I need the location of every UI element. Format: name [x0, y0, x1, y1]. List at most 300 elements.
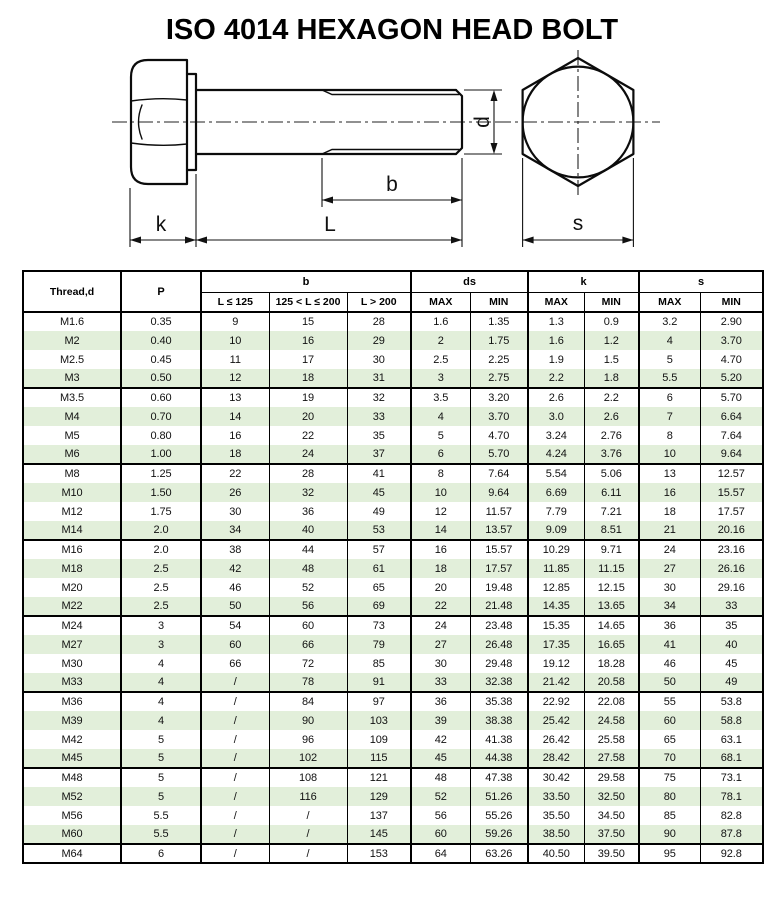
value-cell: 7.21: [584, 502, 639, 521]
col-sub-ds-min: MIN: [470, 292, 528, 312]
value-cell: 14.35: [528, 597, 584, 616]
value-cell: 2.2: [584, 388, 639, 407]
value-cell: 18: [411, 559, 470, 578]
table-row: [23, 597, 763, 616]
value-cell: 11.85: [528, 559, 584, 578]
value-cell: /: [269, 844, 347, 863]
value-cell: 78: [269, 673, 347, 692]
value-cell: 60: [269, 616, 347, 635]
value-cell: 38.50: [528, 825, 584, 844]
value-cell: 73: [347, 616, 411, 635]
value-cell: 8: [639, 426, 700, 445]
value-cell: 41: [639, 635, 700, 654]
value-cell: 2.90: [700, 312, 763, 331]
value-cell: 129: [347, 787, 411, 806]
table-row: [23, 806, 763, 825]
value-cell: 55.26: [470, 806, 528, 825]
bolt-spec-table: [22, 270, 764, 864]
value-cell: 34: [639, 597, 700, 616]
value-cell: 4.70: [470, 426, 528, 445]
thread-size-cell: M30: [23, 654, 121, 673]
table-row: [23, 730, 763, 749]
value-cell: 65: [639, 730, 700, 749]
value-cell: 3.20: [470, 388, 528, 407]
value-cell: 44.38: [470, 749, 528, 768]
bolt-length-dim-label: L: [324, 213, 336, 236]
value-cell: 27: [639, 559, 700, 578]
value-cell: 1.75: [121, 502, 201, 521]
value-cell: 103: [347, 711, 411, 730]
hex-head-end-view-drawing: [496, 50, 660, 247]
value-cell: 6.69: [528, 483, 584, 502]
value-cell: 63.26: [470, 844, 528, 863]
col-sub-b-long: L > 200: [347, 292, 411, 312]
value-cell: 30: [201, 502, 269, 521]
value-cell: 48: [411, 768, 470, 787]
thread-size-cell: M56: [23, 806, 121, 825]
value-cell: 56: [269, 597, 347, 616]
value-cell: 6: [411, 445, 470, 464]
value-cell: 34: [201, 521, 269, 540]
value-cell: 3.0: [528, 407, 584, 426]
value-cell: 17: [269, 350, 347, 369]
table-row: [23, 502, 763, 521]
value-cell: 50: [201, 597, 269, 616]
value-cell: 2: [411, 331, 470, 350]
value-cell: 2.76: [584, 426, 639, 445]
value-cell: 60: [411, 825, 470, 844]
col-sub-k-min: MIN: [584, 292, 639, 312]
value-cell: 0.60: [121, 388, 201, 407]
value-cell: 5: [639, 350, 700, 369]
value-cell: 40: [269, 521, 347, 540]
value-cell: /: [269, 806, 347, 825]
value-cell: 45: [411, 749, 470, 768]
value-cell: 20: [411, 578, 470, 597]
thread-size-cell: M39: [23, 711, 121, 730]
table-row: [23, 388, 763, 407]
value-cell: 153: [347, 844, 411, 863]
thread-size-cell: M4: [23, 407, 121, 426]
value-cell: 52: [411, 787, 470, 806]
value-cell: 21: [639, 521, 700, 540]
value-cell: 41.38: [470, 730, 528, 749]
value-cell: 39: [411, 711, 470, 730]
value-cell: 36: [639, 616, 700, 635]
value-cell: 17.35: [528, 635, 584, 654]
value-cell: 19.48: [470, 578, 528, 597]
thread-size-cell: M33: [23, 673, 121, 692]
thread-size-cell: M10: [23, 483, 121, 502]
value-cell: 2.5: [121, 578, 201, 597]
table-row: [23, 331, 763, 350]
value-cell: 12.85: [528, 578, 584, 597]
value-cell: 85: [347, 654, 411, 673]
value-cell: 2.25: [470, 350, 528, 369]
bolt-technical-drawing: [0, 44, 784, 262]
value-cell: 60: [639, 711, 700, 730]
table-row: [23, 521, 763, 540]
table-row: [23, 616, 763, 635]
value-cell: 3.2: [639, 312, 700, 331]
value-cell: 91: [347, 673, 411, 692]
value-cell: 82.8: [700, 806, 763, 825]
value-cell: 102: [269, 749, 347, 768]
value-cell: 24: [411, 616, 470, 635]
value-cell: 36: [269, 502, 347, 521]
thread-size-cell: M16: [23, 540, 121, 559]
thread-size-cell: M12: [23, 502, 121, 521]
value-cell: 7.64: [470, 464, 528, 483]
value-cell: 0.45: [121, 350, 201, 369]
value-cell: 121: [347, 768, 411, 787]
value-cell: 40.50: [528, 844, 584, 863]
value-cell: 33: [411, 673, 470, 692]
value-cell: /: [201, 711, 269, 730]
value-cell: 92.8: [700, 844, 763, 863]
value-cell: 4: [121, 654, 201, 673]
value-cell: 9.09: [528, 521, 584, 540]
value-cell: 10.29: [528, 540, 584, 559]
thread-size-cell: M64: [23, 844, 121, 863]
value-cell: 22: [411, 597, 470, 616]
value-cell: 1.3: [528, 312, 584, 331]
value-cell: 30.42: [528, 768, 584, 787]
col-sub-b-medium: 125 < L ≤ 200: [269, 292, 347, 312]
thread-size-cell: M45: [23, 749, 121, 768]
value-cell: 53: [347, 521, 411, 540]
value-cell: 72: [269, 654, 347, 673]
value-cell: 24.58: [584, 711, 639, 730]
thread-size-cell: M52: [23, 787, 121, 806]
col-sub-ds-max: MAX: [411, 292, 470, 312]
value-cell: 58.8: [700, 711, 763, 730]
value-cell: 90: [639, 825, 700, 844]
value-cell: 7: [639, 407, 700, 426]
value-cell: 73.1: [700, 768, 763, 787]
value-cell: 12: [201, 369, 269, 388]
value-cell: 45: [347, 483, 411, 502]
table-row: [23, 673, 763, 692]
value-cell: 90: [269, 711, 347, 730]
value-cell: 13.65: [584, 597, 639, 616]
value-cell: 54: [201, 616, 269, 635]
value-cell: 32: [269, 483, 347, 502]
table-row: [23, 312, 763, 331]
value-cell: 53.8: [700, 692, 763, 711]
across-flats-dim-label: s: [572, 212, 584, 235]
thread-size-cell: M8: [23, 464, 121, 483]
value-cell: 13: [639, 464, 700, 483]
value-cell: 19.12: [528, 654, 584, 673]
value-cell: 116: [269, 787, 347, 806]
value-cell: 8.51: [584, 521, 639, 540]
value-cell: 12.57: [700, 464, 763, 483]
value-cell: 55: [639, 692, 700, 711]
thread-size-cell: M14: [23, 521, 121, 540]
value-cell: /: [201, 673, 269, 692]
thread-size-cell: M3.5: [23, 388, 121, 407]
thread-size-cell: M60: [23, 825, 121, 844]
value-cell: 11.15: [584, 559, 639, 578]
value-cell: 16: [411, 540, 470, 559]
value-cell: 33: [347, 407, 411, 426]
value-cell: 49: [700, 673, 763, 692]
value-cell: 50: [639, 673, 700, 692]
value-cell: 1.2: [584, 331, 639, 350]
value-cell: 46: [201, 578, 269, 597]
value-cell: 28.42: [528, 749, 584, 768]
value-cell: 24: [639, 540, 700, 559]
col-header-thread: Thread,d: [23, 271, 121, 312]
col-sub-b-short: L ≤ 125: [201, 292, 269, 312]
value-cell: 84: [269, 692, 347, 711]
value-cell: 21.42: [528, 673, 584, 692]
value-cell: 0.9: [584, 312, 639, 331]
head-height-dim-label: k: [155, 213, 167, 236]
value-cell: 20: [269, 407, 347, 426]
thread-size-cell: M18: [23, 559, 121, 578]
value-cell: 108: [269, 768, 347, 787]
value-cell: 19: [269, 388, 347, 407]
value-cell: 32.38: [470, 673, 528, 692]
value-cell: 18: [201, 445, 269, 464]
table-row: [23, 711, 763, 730]
value-cell: 51.26: [470, 787, 528, 806]
value-cell: 36: [411, 692, 470, 711]
value-cell: 32: [347, 388, 411, 407]
diameter-dim-label: d: [471, 116, 494, 128]
value-cell: 27.58: [584, 749, 639, 768]
value-cell: 3.5: [411, 388, 470, 407]
value-cell: 5.70: [470, 445, 528, 464]
value-cell: 15.35: [528, 616, 584, 635]
value-cell: 65: [347, 578, 411, 597]
value-cell: 7.64: [700, 426, 763, 445]
value-cell: 66: [201, 654, 269, 673]
value-cell: 24: [269, 445, 347, 464]
value-cell: 145: [347, 825, 411, 844]
value-cell: 80: [639, 787, 700, 806]
value-cell: 30: [411, 654, 470, 673]
value-cell: 35.50: [528, 806, 584, 825]
value-cell: 2.6: [584, 407, 639, 426]
value-cell: 4: [639, 331, 700, 350]
value-cell: 26.16: [700, 559, 763, 578]
value-cell: 5: [121, 768, 201, 787]
value-cell: 17.57: [470, 559, 528, 578]
value-cell: 60: [201, 635, 269, 654]
value-cell: 4.70: [700, 350, 763, 369]
value-cell: /: [201, 806, 269, 825]
col-sub-s-max: MAX: [639, 292, 700, 312]
value-cell: 46: [639, 654, 700, 673]
value-cell: 1.25: [121, 464, 201, 483]
value-cell: 47.38: [470, 768, 528, 787]
value-cell: 26.48: [470, 635, 528, 654]
value-cell: 1.00: [121, 445, 201, 464]
value-cell: 9.64: [700, 445, 763, 464]
value-cell: 29.48: [470, 654, 528, 673]
value-cell: 0.80: [121, 426, 201, 445]
table-row: [23, 635, 763, 654]
value-cell: 66: [269, 635, 347, 654]
value-cell: 2.0: [121, 540, 201, 559]
value-cell: /: [201, 730, 269, 749]
col-sub-k-max: MAX: [528, 292, 584, 312]
value-cell: 56: [411, 806, 470, 825]
table-row: [23, 426, 763, 445]
value-cell: 59.26: [470, 825, 528, 844]
value-cell: 26.42: [528, 730, 584, 749]
table-row: [23, 578, 763, 597]
value-cell: 6.64: [700, 407, 763, 426]
value-cell: 16: [201, 426, 269, 445]
value-cell: /: [201, 768, 269, 787]
value-cell: 12.15: [584, 578, 639, 597]
value-cell: 28: [347, 312, 411, 331]
value-cell: 5.20: [700, 369, 763, 388]
value-cell: 12: [411, 502, 470, 521]
value-cell: 5.5: [121, 806, 201, 825]
value-cell: 64: [411, 844, 470, 863]
value-cell: 15: [269, 312, 347, 331]
thread-length-dim-label: b: [386, 173, 398, 196]
bolt-side-view-drawing: [112, 60, 506, 247]
value-cell: 20.58: [584, 673, 639, 692]
value-cell: 17.57: [700, 502, 763, 521]
value-cell: 1.6: [411, 312, 470, 331]
value-cell: 9.71: [584, 540, 639, 559]
table-row: [23, 540, 763, 559]
value-cell: 63.1: [700, 730, 763, 749]
value-cell: 0.35: [121, 312, 201, 331]
value-cell: 10: [201, 331, 269, 350]
thread-size-cell: M20: [23, 578, 121, 597]
thread-size-cell: M2: [23, 331, 121, 350]
value-cell: 0.40: [121, 331, 201, 350]
table-row: [23, 369, 763, 388]
value-cell: 29: [347, 331, 411, 350]
thread-size-cell: M2.5: [23, 350, 121, 369]
value-cell: 14: [411, 521, 470, 540]
value-cell: 23.48: [470, 616, 528, 635]
value-cell: 10: [639, 445, 700, 464]
table-row: [23, 559, 763, 578]
value-cell: 68.1: [700, 749, 763, 768]
value-cell: /: [201, 692, 269, 711]
value-cell: 14: [201, 407, 269, 426]
page-title: ISO 4014 HEXAGON HEAD BOLT: [165, 14, 619, 46]
value-cell: 3.70: [700, 331, 763, 350]
thread-size-cell: M6: [23, 445, 121, 464]
value-cell: 2.6: [528, 388, 584, 407]
value-cell: 3.24: [528, 426, 584, 445]
value-cell: 2.5: [411, 350, 470, 369]
value-cell: 5.5: [639, 369, 700, 388]
value-cell: 2.2: [528, 369, 584, 388]
value-cell: 4: [411, 407, 470, 426]
table-row: [23, 407, 763, 426]
value-cell: 70: [639, 749, 700, 768]
value-cell: 18.28: [584, 654, 639, 673]
col-group-b: b: [201, 271, 411, 292]
value-cell: 16: [269, 331, 347, 350]
value-cell: 25.58: [584, 730, 639, 749]
value-cell: 69: [347, 597, 411, 616]
table-row: [23, 787, 763, 806]
table-row: [23, 483, 763, 502]
value-cell: 32.50: [584, 787, 639, 806]
col-sub-s-min: MIN: [700, 292, 763, 312]
value-cell: 45: [700, 654, 763, 673]
value-cell: 5.70: [700, 388, 763, 407]
table-row: [23, 445, 763, 464]
value-cell: 22.92: [528, 692, 584, 711]
value-cell: 15.57: [700, 483, 763, 502]
value-cell: 15.57: [470, 540, 528, 559]
value-cell: 20.16: [700, 521, 763, 540]
value-cell: 41: [347, 464, 411, 483]
value-cell: 11.57: [470, 502, 528, 521]
value-cell: 3: [121, 616, 201, 635]
value-cell: 35: [347, 426, 411, 445]
value-cell: 28: [269, 464, 347, 483]
table-row: [23, 825, 763, 844]
value-cell: 5: [121, 749, 201, 768]
value-cell: 5: [411, 426, 470, 445]
value-cell: 2.5: [121, 597, 201, 616]
spec-table-body: [23, 312, 763, 863]
value-cell: 42: [201, 559, 269, 578]
value-cell: 2.75: [470, 369, 528, 388]
value-cell: 115: [347, 749, 411, 768]
value-cell: 22: [201, 464, 269, 483]
value-cell: 5.54: [528, 464, 584, 483]
value-cell: 4: [121, 673, 201, 692]
value-cell: 42: [411, 730, 470, 749]
value-cell: 5.06: [584, 464, 639, 483]
thread-size-cell: M27: [23, 635, 121, 654]
value-cell: /: [201, 844, 269, 863]
value-cell: 35: [700, 616, 763, 635]
value-cell: 9.64: [470, 483, 528, 502]
value-cell: /: [201, 825, 269, 844]
value-cell: 137: [347, 806, 411, 825]
value-cell: 18: [269, 369, 347, 388]
col-group-ds: ds: [411, 271, 528, 292]
value-cell: 2.5: [121, 559, 201, 578]
value-cell: 18: [639, 502, 700, 521]
value-cell: 40: [700, 635, 763, 654]
value-cell: 39.50: [584, 844, 639, 863]
value-cell: 7.79: [528, 502, 584, 521]
value-cell: 37.50: [584, 825, 639, 844]
value-cell: 75: [639, 768, 700, 787]
value-cell: 57: [347, 540, 411, 559]
value-cell: 38: [201, 540, 269, 559]
value-cell: 79: [347, 635, 411, 654]
value-cell: 31: [347, 369, 411, 388]
value-cell: 30: [347, 350, 411, 369]
value-cell: 38.38: [470, 711, 528, 730]
table-row: [23, 654, 763, 673]
value-cell: 23.16: [700, 540, 763, 559]
value-cell: 14.65: [584, 616, 639, 635]
thread-size-cell: M1.6: [23, 312, 121, 331]
value-cell: 0.50: [121, 369, 201, 388]
value-cell: 97: [347, 692, 411, 711]
